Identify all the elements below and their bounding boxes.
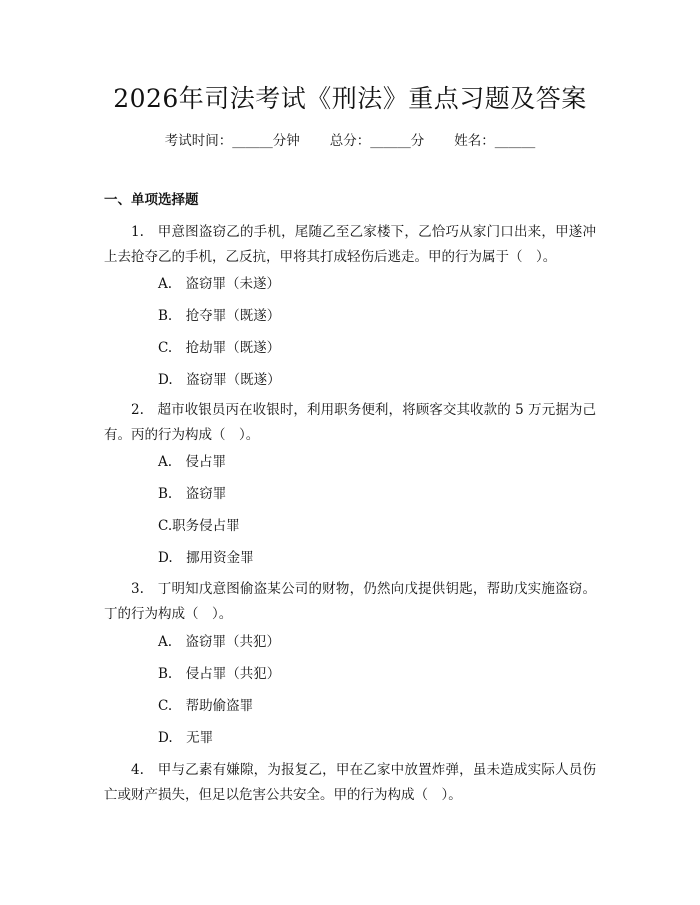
question-3-option-c: C. 帮助偷盗罪	[158, 698, 254, 714]
question-2-option-b: B. 盗窃罪	[158, 486, 227, 502]
section-heading: 一、单项选择题	[104, 192, 199, 208]
name-label: 姓名：	[454, 133, 495, 149]
exam-meta-line	[0, 131, 700, 151]
question-1-option-c: C. 抢劫罪（既遂）	[158, 340, 281, 356]
question-3: 3. 丁明知戊意图偷盗某公司的财物，仍然向戊提供钥匙，帮助戊实施盗窃。丁的行为构成（ ）。	[104, 581, 596, 622]
question-3-option-a: A. 盗窃罪（共犯）	[158, 634, 281, 650]
time-blank: ______	[232, 133, 273, 149]
document-title: 2026年司法考试《刑法》重点习题及答案	[113, 84, 587, 113]
question-1: 1. 甲意图盗窃乙的手机，尾随乙至乙家楼下，乙恰巧从家门口出来，甲遂冲上去抢夺乙的手机，乙反抗，甲将其打成轻伤后逃走。甲的行为属于（ ）。	[104, 224, 596, 265]
question-4: 4. 甲与乙素有嫌隙，为报复乙，甲在乙家中放置炸弹，虽未造成实际人员伤亡或财产损失，但足以危害公共安全。甲的行为构成（ ）。	[104, 762, 596, 803]
score-blank: ______	[370, 133, 411, 149]
question-1-option-d: D. 盗窃罪（既遂）	[158, 372, 281, 388]
score-unit: 分	[410, 133, 425, 149]
question-2: 2. 超市收银员丙在收银时，利用职务便利，将顾客交其收款的 5 万元据为己有。丙的行为构成（ ）。	[104, 402, 596, 443]
question-1-option-a: A. 盗窃罪（未遂）	[158, 276, 281, 292]
time-label: 考试时间：	[164, 133, 233, 149]
question-2-option-a: A. 侵占罪	[158, 454, 227, 470]
question-2-option-c: C.职务侵占罪	[158, 518, 240, 534]
name-blank: ______	[494, 133, 536, 149]
time-unit: 分钟	[272, 133, 300, 149]
question-3-option-b: B. 侵占罪（共犯）	[158, 666, 281, 682]
question-1-option-b: B. 抢夺罪（既遂）	[158, 308, 281, 324]
score-label: 总分：	[329, 133, 371, 149]
question-2-option-d: D. 挪用资金罪	[158, 550, 254, 566]
question-3-option-d: D. 无罪	[158, 730, 214, 746]
